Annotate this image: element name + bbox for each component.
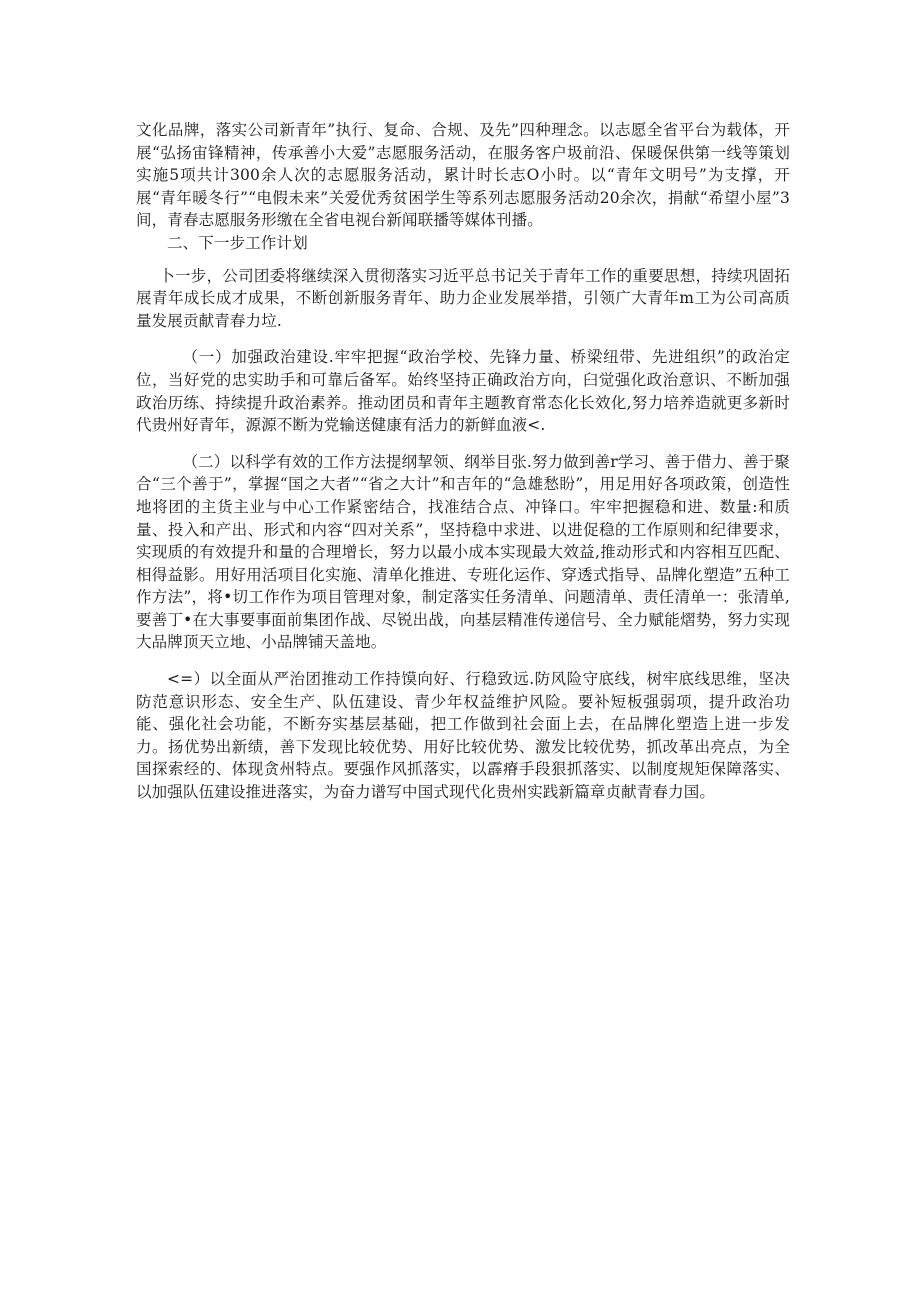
paragraph-intro-continuation: 文化品牌，落实公司新青年”执行、复命、合规、及先”四种理念。以志愿全省平台为载体，开展“弘扬宙锋精神，传承善小大爱”志愿服务活动，在服务客户圾前沿、保暖保供第一线等策划实施5项共计300余人次的志愿服务活动，累计时长志O小时。以“青年文明号”为支撑，开展“青年暖冬行”“电假未来”关爱优秀贫困学生等系列志愿服务活动20余次，捐献“希望小屋”3间，青春志愿服务形缴在全省电视台新闻联播等媒体刊播。 (136, 121, 790, 230)
section-heading-next-plan: 二、下一步工作计划 (167, 233, 308, 252)
paragraph-item-1: （一）加强政治建设.牢牢把握“政治学校、先锋力量、桥梁纽带、先进组织”的政治定位，当好党的忠实助手和可靠后备军。始终坚持正确政治方向，臼觉强化政治意识、不断加强政治历练、持续提升政治素养。推动团员和青年主题教育常态化长效化,努力培养造就更多新时代贵州好青年，源源不断为党输送健康有活力的新鲜血液<. (136, 348, 790, 435)
paragraph-next-step: 卜一步，公司团委将继续深入贯彻落实习近平总书记关于青年工作的重要思想，持续巩固拓展青年成长成才成果，不断创新服务青年、助力企业发展举措，引领广大青年m工为公司高质量发展贡献青春力垃. (136, 266, 790, 330)
document-page (136, 119, 790, 804)
paragraph-item-3: <=）以全面从严治团推动工作持馍向好、行稳致远.防风险守底线，树牢底线思维，坚决防范意识形态、安全生产、队伍建设、青少年权益维护风险。要补短板强弱项，提升政治功能、强化社会功能，不断夯实基层基础，把工作做到社会面上去，在品牌化塑造上进一步发力。扬优势出新绩，善下发现比较优势、用好比较优势、激发比较优势，抓改革出亮点，为全国探索经的、体现贪州特点。要强作风抓落实，以霹瘠手段狠抓落实、以制度规矩保障落实、以加强队伍建设推进落实，为奋力谱写中国式现代化贵州实践新篇章贞献青春力国。 (136, 670, 790, 802)
paragraph-item-2: （二）以科学有效的工作方法提纲挈领、纲举目张.努力做到善r学习、善于借力、善于聚合“三个善于”，掌握“国之大者”“省之大计”和吉年的“急雄愁盼”，用足用好各项政策，创造性地将团的主货主业与中心工作紧密结合，找准结合点、冲锋口。牢牢把握稳和进、数量:和质量、投入和产出、形式和内容“四对关系”，坚持稳中求进、以进促稳的工作原则和纪律要求，实现质的有效提升和量的合理增长，努力以最小成本实现最大效益,推动形式和内容相互匹配、相得益影。用好用活项目化实施、清单化推进、专班化运作、穿透式指导、品牌化塑造”五种工作方法”，将•切工作作为项目管理对象，制定落实任务清单、问题清单、责任清单一：张清单,要善丁•在大事要事面前集团作战、尽锐出战，向基层精准传递信号、全力赋能熠势，努力实现大品牌顶天立地、小品牌铺天盖地。 (136, 452, 790, 652)
